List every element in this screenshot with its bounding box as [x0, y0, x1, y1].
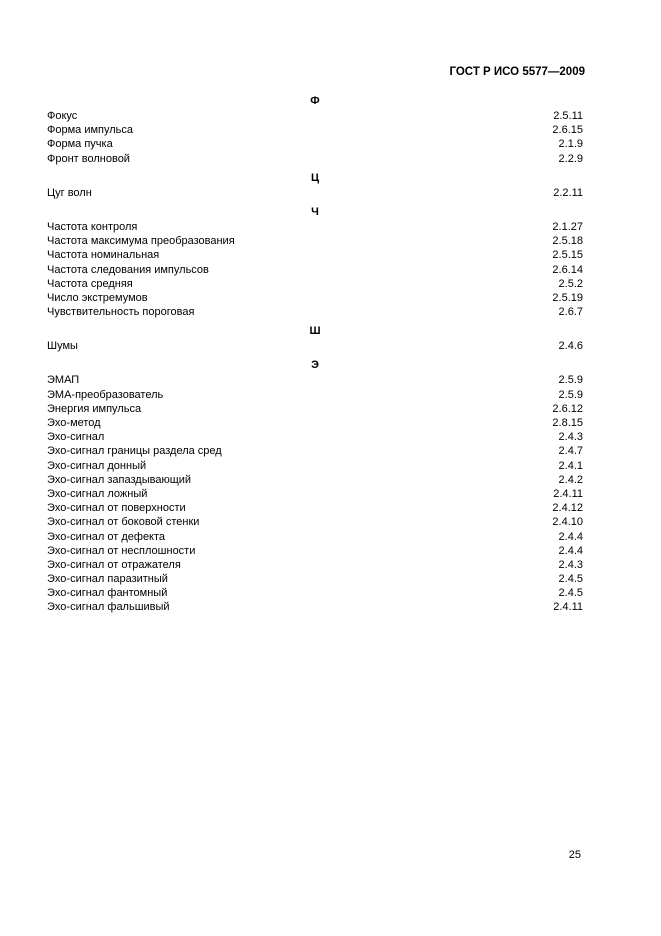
entry-reference: 2.1.27 — [552, 220, 583, 233]
section-letter: Э — [311, 359, 319, 372]
entry-reference: 2.4.3 — [558, 558, 583, 571]
entry-reference: 2.2.11 — [553, 186, 583, 199]
index-entry — [47, 530, 583, 544]
entry-term: Эхо-сигнал от дефекта — [47, 530, 166, 543]
entry-term: Эхо-сигнал от отражателя — [47, 558, 181, 571]
index-section — [47, 94, 583, 166]
entry-reference: 2.5.18 — [552, 235, 583, 248]
entry-term: Частота контроля — [47, 220, 138, 233]
index-entry — [47, 277, 583, 291]
index-entry — [47, 487, 583, 501]
entry-term: Частота следования импульсов — [47, 263, 209, 276]
section-letter: Ф — [310, 95, 320, 107]
index-entry — [47, 459, 583, 473]
entry-reference: 2.4.11 — [553, 487, 583, 500]
entry-term: Эхо-сигнал границы раздела сред — [47, 445, 222, 458]
entry-term: Эхо-сигнал фантомный — [47, 587, 168, 600]
section-letter: Ш — [309, 325, 321, 338]
index-entry — [47, 430, 583, 444]
entry-reference: 2.6.12 — [552, 402, 583, 415]
index-section — [47, 358, 583, 614]
entry-term: Энергия импульса — [47, 402, 142, 415]
index-entry — [47, 123, 583, 137]
entry-reference: 2.6.14 — [552, 263, 583, 276]
entry-term: Фокус — [47, 110, 78, 122]
entry-reference: 2.4.7 — [558, 445, 583, 458]
entry-term: Эхо-сигнал фальшивый — [47, 601, 170, 614]
entry-term: Эхо-сигнал запаздывающий — [47, 473, 192, 486]
entry-reference: 2.6.15 — [552, 124, 583, 137]
entry-term: Эхо-сигнал паразитный — [47, 573, 168, 586]
entry-reference: 2.2.9 — [558, 152, 583, 165]
entry-term: Цуг волн — [47, 186, 92, 199]
index-section — [47, 324, 583, 353]
entry-reference: 2.4.3 — [558, 431, 583, 444]
entry-term: Чувствительность пороговая — [47, 306, 195, 319]
entry-reference: 2.8.15 — [552, 417, 583, 429]
index-section — [47, 171, 583, 200]
entry-term: Частота номинальная — [47, 249, 160, 262]
entry-reference: 2.5.15 — [552, 249, 583, 262]
entry-reference: 2.4.1 — [558, 459, 583, 472]
index-entry — [47, 416, 583, 430]
entry-term: Эхо-сигнал от боковой стенки — [47, 516, 200, 529]
index-entry — [47, 220, 583, 234]
index-entry — [47, 248, 583, 262]
index-entry — [47, 515, 583, 529]
index-entry — [47, 186, 583, 200]
index-entry — [47, 305, 583, 319]
entry-reference: 2.4.4 — [558, 544, 583, 557]
index-entry — [47, 586, 583, 600]
index-entry — [47, 501, 583, 515]
entry-reference: 2.1.9 — [558, 138, 583, 151]
entry-term: Число экстремумов — [47, 291, 148, 304]
entry-term: Форма пучка — [47, 138, 113, 151]
index-entry — [47, 291, 583, 305]
entry-reference: 2.4.2 — [558, 473, 583, 486]
entry-reference: 2.5.9 — [558, 374, 583, 387]
index-entry — [47, 339, 583, 353]
index-entry — [47, 234, 583, 248]
section-letter: Ц — [310, 171, 320, 184]
entry-term: Эхо-сигнал донный — [47, 459, 147, 472]
entry-term: Фронт волновой — [47, 152, 130, 165]
section-letter: Ч — [311, 205, 319, 218]
entry-term: Форма импульса — [47, 124, 134, 137]
entry-reference: 2.5.2 — [558, 277, 583, 290]
index-entry — [47, 544, 583, 558]
index-entry — [47, 388, 583, 402]
entry-reference: 2.4.5 — [558, 587, 583, 600]
entry-term: Эхо-сигнал — [47, 431, 105, 444]
entry-term: Частота средняя — [47, 277, 133, 290]
entry-term: ЭМА-преобразователь — [47, 388, 164, 401]
entry-reference: 2.5.11 — [553, 110, 583, 122]
alphabetical-index — [47, 94, 583, 615]
index-entry — [47, 473, 583, 487]
index-entry — [47, 402, 583, 416]
entry-reference: 2.4.12 — [552, 502, 583, 515]
index-entry — [47, 600, 583, 614]
entry-reference: 2.5.19 — [552, 291, 583, 304]
entry-reference: 2.4.5 — [558, 573, 583, 586]
entry-reference: 2.4.11 — [553, 601, 583, 614]
entry-reference: 2.4.6 — [558, 340, 583, 353]
entry-term: Частота максимума преобразования — [47, 235, 235, 248]
entry-reference: 2.6.7 — [558, 306, 583, 319]
entry-term: Эхо-сигнал от поверхности — [47, 502, 186, 515]
index-section — [47, 205, 583, 319]
entry-term: Эхо-сигнал от несплошности — [47, 544, 196, 557]
index-entry — [47, 152, 583, 166]
index-entry — [47, 137, 583, 151]
index-entry — [47, 444, 583, 458]
index-entry — [47, 558, 583, 572]
entry-reference: 2.4.4 — [558, 530, 583, 543]
entry-term: Эхо-сигнал ложный — [47, 487, 148, 500]
entry-reference: 2.5.9 — [558, 388, 583, 401]
index-entry — [47, 109, 583, 123]
entry-term: Эхо-метод — [47, 417, 101, 429]
document-header: ГОСТ Р ИСО 5577—2009 — [449, 66, 585, 78]
page-number: 25 — [568, 849, 581, 861]
entry-reference: 2.4.10 — [552, 516, 583, 529]
index-entry — [47, 373, 583, 387]
index-entry — [47, 572, 583, 586]
entry-term: ЭМАП — [47, 374, 80, 387]
index-entry — [47, 263, 583, 277]
entry-term: Шумы — [47, 340, 78, 353]
